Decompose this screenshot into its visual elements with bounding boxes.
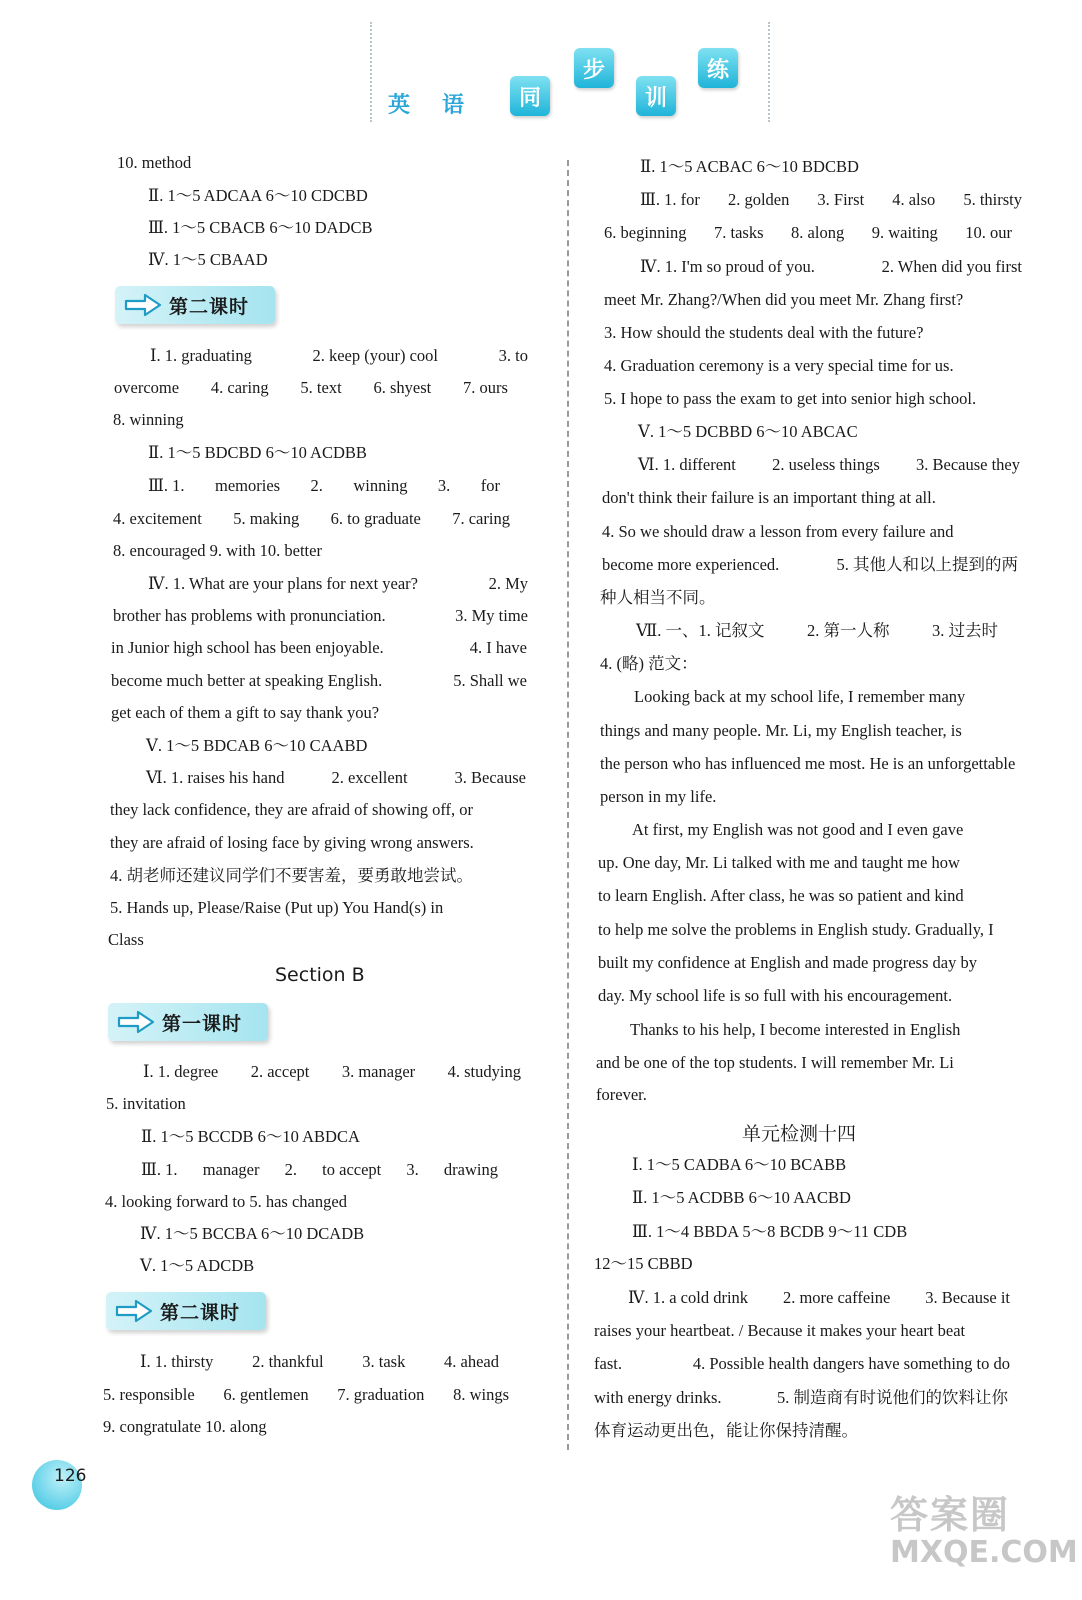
essay-line: At first, my English was not good and I even gave (632, 820, 964, 839)
answer-item: brother has problems with pronunciation. (113, 606, 386, 625)
answer-item: 2. When did you first (881, 257, 1022, 276)
answer-item: 2. keep (your) cool (312, 346, 439, 365)
answer-item: with energy drinks. (594, 1388, 722, 1407)
answer-line (640, 257, 1022, 277)
answer-line: Ⅳ. 1～5 BCCBA 6～10 DCADB (140, 1224, 365, 1243)
answer-line: Ⅴ. 1～5 DCBBD 6～10 ABCAC (638, 422, 858, 441)
answer-line: 12～15 CBBD (594, 1254, 693, 1273)
answer-item: 5. 其他人和以上提到的两 (836, 555, 1018, 574)
answer-line: 10. method (117, 153, 192, 172)
answer-line: Ⅱ. 1～5 BCCDB 6～10 ABDCA (141, 1127, 360, 1146)
answer-line: Ⅲ. 1～5 CBACB 6～10 DADCB (148, 218, 373, 237)
answer-item: Ⅵ. 1. raises his hand (146, 768, 285, 787)
answer-item: 4. ahead (444, 1352, 499, 1371)
answer-item: become more experienced. (602, 555, 780, 574)
answer-item: 2. excellent (331, 768, 408, 787)
header-char: 英 (388, 93, 411, 118)
answer-item: 10. our (965, 223, 1012, 242)
answer-item: 3. (406, 1160, 419, 1179)
answer-item: Ⅰ. 1. graduating (150, 346, 252, 365)
answer-item: 7. tasks (714, 223, 764, 242)
answer-item: 7. caring (452, 509, 510, 528)
answer-line: 种人相当不同。 (600, 588, 716, 607)
answer-item: 6. beginning (604, 223, 687, 242)
lesson-banner (115, 286, 275, 324)
watermark (890, 1484, 1078, 1570)
answer-item: 3. to (498, 346, 528, 365)
answer-line: 8. encouraged 9. with 10. better (113, 541, 322, 560)
answer-item: 3. (437, 476, 451, 495)
lesson-banner (108, 1003, 268, 1041)
answer-line: Ⅴ. 1～5 BDCAB 6～10 CAABD (146, 736, 368, 755)
answer-item: 2. more caffeine (782, 1288, 891, 1307)
header-char-box: 步 (574, 48, 614, 88)
answer-item: 2. 第一人称 (807, 621, 890, 640)
watermark-url: MXQE.COM (890, 1535, 1078, 1570)
answer-line (602, 555, 1018, 575)
answer-line (628, 1288, 1010, 1308)
answer-item: 2. (284, 1160, 298, 1179)
answer-line (636, 621, 998, 641)
answer-item: 4. Possible health dangers have something to do (692, 1354, 1010, 1373)
answer-item: become much better at speaking English. (111, 671, 383, 690)
header-char: 语 (442, 93, 465, 118)
essay-line: the person who has influenced me most. He is an unforgettable (600, 754, 1016, 773)
answer-item: 3. First (817, 190, 865, 209)
watermark-logo: 答案圈 (890, 1493, 1011, 1537)
answer-line (146, 768, 526, 788)
essay-line: day. My school life is so full with his encouragement. (598, 986, 953, 1005)
answer-line (594, 1354, 1010, 1374)
answer-item: 2. useless things (772, 455, 880, 474)
answer-line: Ⅱ. 1～5 ADCAA 6～10 CDCBD (148, 186, 368, 205)
answer-line: 5. Hands up, Please/Raise (Put up) You Hand(s) in (110, 898, 444, 917)
answer-line: they are afraid of losing face by giving wrong answers. (110, 833, 474, 852)
header-char-box: 同 (510, 76, 550, 116)
answer-line: Ⅱ. 1～5 ACDBB 6～10 AACBD (632, 1188, 851, 1207)
answer-item: Ⅳ. 1. a cold drink (628, 1288, 749, 1307)
essay-line: things and many people. Mr. Li, my English teacher, is (600, 721, 962, 740)
answer-line: raises your heartbeat. / Because it makes your heart beat (594, 1321, 966, 1340)
answer-line (148, 476, 500, 496)
answer-item: 5. text (300, 378, 342, 397)
answer-item: 3. 过去时 (931, 621, 998, 640)
answer-item: winning (353, 476, 408, 495)
answer-line: 4. 胡老师还建议同学们不要害羞，要勇敢地尝试。 (110, 866, 473, 885)
answer-line: Ⅳ. 1～5 CBAAD (148, 250, 268, 269)
answer-item: 2. golden (727, 190, 790, 209)
answer-item: overcome (114, 378, 180, 397)
answer-item: in Junior high school has been enjoyable. (111, 638, 384, 657)
answer-line (111, 638, 527, 658)
answer-item: Ⅳ. 1. What are your plans for next year? (148, 574, 418, 593)
answer-line: don't think their failure is an important thing at all. (602, 488, 936, 507)
answer-item: 3. My time (455, 606, 528, 625)
answer-line (114, 378, 508, 398)
answer-item: 6. shyest (373, 378, 432, 397)
arrow-right-icon (123, 292, 163, 318)
answer-item: Ⅵ. 1. different (638, 455, 736, 474)
answer-item: 5. thirsty (963, 190, 1022, 209)
essay-line: and be one of the top students. I will remember Mr. Li (596, 1053, 954, 1072)
answer-line: Ⅴ. 1～5 ADCDB (140, 1256, 255, 1275)
answer-line (143, 1062, 521, 1082)
answer-item: Ⅰ. 1. degree (143, 1062, 219, 1081)
essay-line: to learn English. After class, he was so patient and kind (598, 886, 964, 905)
answer-line (640, 190, 1022, 210)
answer-item: 4. caring (210, 378, 269, 397)
answer-item: memories (215, 476, 281, 495)
answer-line: 4. Graduation ceremony is a very special time for us. (604, 356, 954, 375)
answer-item: 8. along (791, 223, 845, 242)
answer-line (604, 223, 1012, 243)
answer-item: to accept (322, 1160, 382, 1179)
essay-line: Thanks to his help, I become interested in English (630, 1020, 961, 1039)
answer-line: 3. How should the students deal with the future? (604, 323, 924, 342)
answer-item: 4. I have (469, 638, 527, 657)
answer-item: 3. manager (341, 1062, 416, 1081)
answer-line: 4. looking forward to 5. has changed (105, 1192, 347, 1211)
answer-item: 2. My (488, 574, 528, 593)
answer-line: they lack confidence, they are afraid of showing off, or (110, 800, 474, 819)
answer-line: 8. winning (113, 410, 184, 429)
answer-line (140, 1352, 499, 1372)
essay-line: to help me solve the problems in English study. Gradually, I (598, 920, 994, 939)
answer-line: Ⅰ. 1～5 CADBA 6～10 BCABB (632, 1155, 847, 1174)
essay-line: Looking back at my school life, I remember many (634, 687, 966, 706)
page-header (0, 0, 1082, 150)
answer-item: 6. to graduate (330, 509, 421, 528)
essay-line: forever. (596, 1085, 647, 1104)
answer-line (113, 509, 510, 529)
page-number-badge (32, 1460, 87, 1510)
answer-item: 2. thankful (252, 1352, 324, 1371)
answer-line: 4. (略) 范文： (600, 654, 698, 673)
answer-line (638, 455, 1020, 475)
answer-item: Ⅲ. 1. (148, 476, 185, 495)
answer-line: 9. congratulate 10. along (103, 1417, 267, 1436)
answer-item: 4. also (892, 190, 936, 209)
answer-line (148, 574, 528, 594)
arrow-right-icon (116, 1009, 156, 1035)
arrow-right-icon (114, 1298, 154, 1324)
answer-item: 2. (310, 476, 323, 495)
answer-line: get each of them a gift to say thank you? (111, 703, 380, 722)
answer-item: Ⅲ. 1. for (640, 190, 700, 209)
header-divider (370, 22, 372, 122)
answer-item: 5. responsible (103, 1385, 195, 1404)
answer-item: 3. task (362, 1352, 406, 1371)
answer-item: drawing (443, 1160, 498, 1179)
answer-item: 5. making (233, 509, 300, 528)
answer-item: 5. 制造商有时说他们的饮料让你 (777, 1388, 1008, 1407)
lesson-banner (106, 1292, 266, 1330)
answer-line: 体育运动更出色，能让你保持清醒。 (594, 1421, 858, 1440)
answer-line (150, 346, 528, 366)
answer-line: 5. I hope to pass the exam to get into senior high school. (604, 389, 977, 408)
answer-line: 4. So we should draw a lesson from every failure and (602, 522, 954, 541)
answer-item: 5. Shall we (453, 671, 527, 690)
answer-item: 4. studying (447, 1062, 521, 1081)
answer-line (141, 1160, 498, 1180)
essay-line: built my confidence at English and made progress day by (598, 953, 977, 972)
unit-test-title: 单元检测十四 (742, 1123, 857, 1145)
answer-item: 3. Because (454, 768, 526, 787)
answer-item: 7. graduation (337, 1385, 425, 1404)
answer-item: for (480, 476, 500, 495)
answer-item: 9. waiting (871, 223, 938, 242)
header-char-box: 练 (698, 48, 738, 88)
answer-line (113, 606, 528, 626)
answer-line: Ⅱ. 1～5 BDCBD 6～10 ACDBB (148, 443, 367, 462)
answer-line (103, 1385, 509, 1405)
answer-line: Ⅱ. 1～5 ACBAC 6～10 BDCBD (640, 157, 859, 176)
answer-line: Ⅲ. 1～4 BBDA 5～8 BCDB 9～11 CDB (632, 1222, 908, 1241)
answer-item: 7. ours (463, 378, 508, 397)
lesson-banner-label: 第二课时 (160, 1301, 241, 1324)
answer-item: 6. gentlemen (223, 1385, 309, 1404)
header-divider (768, 22, 770, 122)
lesson-banner-label: 第二课时 (169, 295, 250, 318)
answer-item: 2. accept (250, 1062, 310, 1081)
answer-item: 8. wings (453, 1385, 509, 1404)
column-divider (567, 160, 569, 1450)
answer-item: fast. (594, 1354, 622, 1373)
answer-item: 3. Because it (925, 1288, 1010, 1307)
page-number: 126 (54, 1466, 87, 1486)
answer-line (111, 671, 527, 691)
essay-line: up. One day, Mr. Li talked with me and taught me how (598, 853, 960, 872)
answer-item: Ⅲ. 1. (141, 1160, 178, 1179)
answer-line: meet Mr. Zhang?/When did you meet Mr. Zhang first? (604, 290, 964, 309)
answer-line (594, 1388, 1008, 1408)
header-char-box: 训 (636, 76, 676, 116)
answer-item: 4. excitement (113, 509, 202, 528)
answer-item: Ⅰ. 1. thirsty (140, 1352, 214, 1371)
lesson-banner-label: 第一课时 (162, 1012, 243, 1035)
answer-line: 5. invitation (106, 1094, 186, 1113)
answer-item: 3. Because they (915, 455, 1020, 474)
answer-item: Ⅶ. 一、1. 记叙文 (636, 621, 765, 640)
answer-line: Class (108, 930, 144, 949)
answer-item: Ⅳ. 1. I'm so proud of you. (640, 257, 815, 276)
section-heading: Section B (275, 964, 365, 986)
essay-line: person in my life. (600, 787, 717, 806)
answer-item: manager (202, 1160, 260, 1179)
